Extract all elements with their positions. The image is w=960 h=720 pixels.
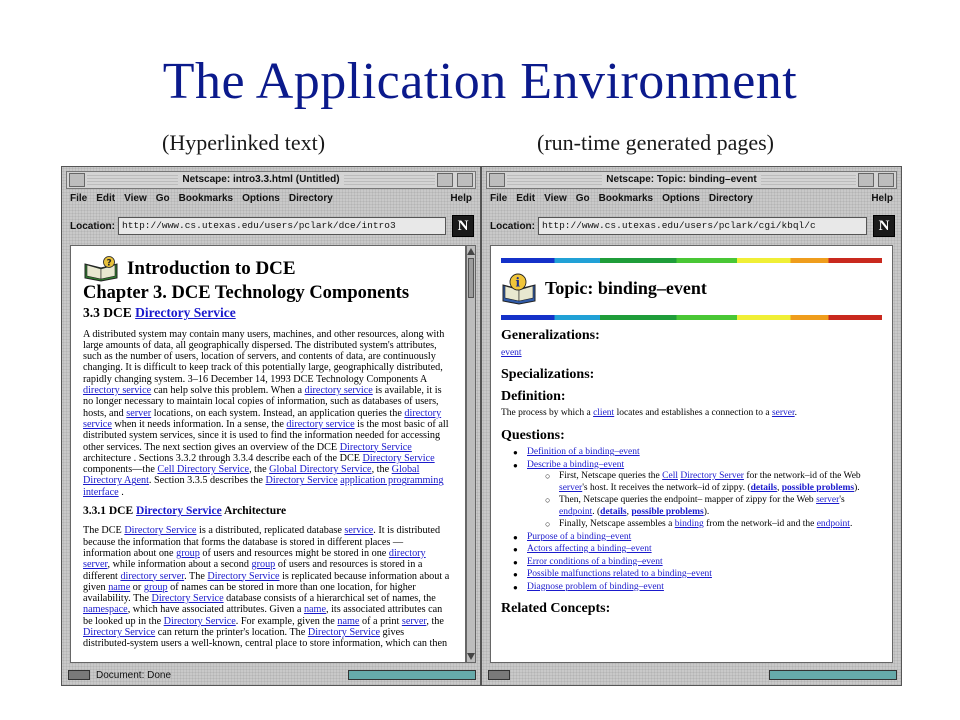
menu-go[interactable]: Go: [575, 193, 590, 204]
text-link[interactable]: endpoint: [559, 506, 593, 517]
question-link[interactable]: Definition of a binding–event: [527, 447, 640, 457]
menu-file[interactable]: File: [490, 193, 508, 204]
list-item: [513, 569, 882, 581]
menu-edit[interactable]: Edit: [96, 193, 116, 204]
directory-service-link[interactable]: Directory Service: [135, 305, 236, 321]
menu-go[interactable]: Go: [155, 193, 170, 204]
question-link[interactable]: Possible malfunctions related to a binding–event: [527, 569, 712, 579]
list-item: ○ Finally, Netscape assembles a binding from the network–id and the endpoint.: [545, 519, 882, 531]
menu-edit[interactable]: Edit: [516, 193, 536, 204]
menu-view[interactable]: View: [544, 193, 567, 204]
text-link[interactable]: Global Directory Agent: [83, 464, 420, 487]
text-link[interactable]: directory service: [304, 385, 373, 397]
section-heading: 3.3 DCE Directory Service: [83, 305, 236, 321]
question-link[interactable]: Purpose of a binding–event: [527, 531, 632, 542]
text-link[interactable]: group: [176, 547, 200, 559]
svg-text:?: ?: [106, 258, 112, 269]
topic-title: Topic: binding–event: [545, 278, 707, 299]
directory-service-link[interactable]: Directory Service: [136, 505, 222, 518]
text-link[interactable]: Directory Service: [362, 452, 435, 464]
netscape-logo-icon[interactable]: N: [452, 215, 474, 237]
info-book-icon: [501, 273, 537, 305]
question-link[interactable]: Describe a binding–event: [527, 459, 625, 470]
right-page-content: [490, 245, 893, 663]
right-window-title: Netscape: Topic: binding–event: [602, 174, 760, 185]
text-link[interactable]: Directory Service: [265, 475, 338, 487]
list-item: ○ Then, Netscape queries the endpoint– mapper of zippy for the Web server's endpoint. (details, possible problems).: [545, 495, 882, 518]
question-link[interactable]: Error conditions of a binding–event: [527, 556, 663, 567]
details-link[interactable]: details: [600, 506, 627, 517]
text-link[interactable]: group: [251, 559, 276, 571]
status-text: Document: Done: [96, 669, 172, 681]
menu-directory[interactable]: Directory: [708, 193, 753, 204]
right-browser-window: [481, 166, 902, 686]
problems-link[interactable]: possible problems: [781, 482, 855, 493]
list-item: [513, 447, 882, 459]
progress-bar: [769, 670, 897, 680]
text-link[interactable]: Directory Service: [307, 627, 380, 639]
specializations-heading: Specializations:: [501, 367, 595, 382]
caption-right: (run-time generated pages): [537, 130, 774, 155]
text-link[interactable]: binding: [674, 519, 704, 529]
chapter-heading: Chapter 3. DCE Technology Components: [83, 283, 410, 303]
text-link[interactable]: Cell Directory Service: [157, 464, 250, 476]
text-link[interactable]: Global Directory Service: [269, 464, 372, 476]
open-book-icon: [83, 256, 119, 282]
caption-left: (Hyperlinked text): [162, 130, 326, 155]
text-link[interactable]: Directory Service: [163, 615, 236, 627]
text-link[interactable]: server: [559, 482, 583, 493]
related-concepts-heading: Related Concepts:: [501, 601, 611, 616]
questions-list: [513, 447, 882, 593]
text-link[interactable]: name: [303, 604, 326, 616]
definition-heading: Definition:: [501, 388, 566, 404]
list-item: [513, 460, 882, 531]
text-link[interactable]: directory server: [83, 547, 426, 571]
location-input[interactable]: http://www.cs.utexas.edu/users/pclark/cgi/kbql/c: [538, 217, 867, 235]
menu-options[interactable]: Options: [662, 193, 700, 204]
architecture-paragraph: The DCE Directory Service is a distributed, replicated database service. It is distributed because the information that forms the database is stored in different places –– information about one group of users and resources might be stored in one directory server, while information about a second group of users and resources is stored in a different directory server. The Directory Service is replicated because information about a given name or group of names can be stored in more than one location, for higher availability. The Directory Service database consists of a hierarchical set of names, the namespace, which have associated attributes. Given a name, its associated attributes can be looked up in the Directory Service. For example, given the name of a print server, the Directory Service can return the printer's location. The Directory Service gives distributed-system users a well-known, central place to store information, which can then: [83, 525, 450, 650]
text-link[interactable]: directory server: [120, 570, 185, 582]
page-heading: Introduction to DCE: [127, 258, 296, 280]
left-browser-window: [61, 166, 481, 686]
list-item: [513, 557, 882, 569]
text-link[interactable]: server: [401, 615, 427, 627]
left-scrollbar[interactable]: [466, 245, 476, 663]
list-item: [513, 544, 882, 556]
answer-steps: [545, 471, 882, 531]
left-window-title: Netscape: intro3.3.html (Untitled): [178, 174, 343, 185]
scroll-thumb[interactable]: [468, 258, 474, 298]
window-menu-icon[interactable]: [69, 173, 85, 187]
text-link[interactable]: application programming interface: [83, 475, 444, 498]
location-label: Location:: [70, 220, 115, 232]
text-link[interactable]: directory service: [286, 418, 355, 430]
text-link[interactable]: directory service: [83, 407, 442, 430]
location-label: Location:: [490, 220, 535, 232]
text-link[interactable]: name: [337, 615, 360, 627]
security-key-icon: [68, 670, 90, 680]
security-key-icon: [488, 670, 510, 680]
maximize-icon[interactable]: [457, 173, 473, 187]
menu-file[interactable]: File: [70, 193, 88, 204]
rainbow-divider: [501, 258, 882, 263]
right-location-bar: [490, 213, 895, 239]
svg-text:i: i: [515, 275, 521, 290]
slide-title: The Application Environment: [162, 53, 798, 110]
text-link[interactable]: namespace: [83, 604, 128, 616]
window-menu-icon[interactable]: [489, 173, 505, 187]
text-link[interactable]: server: [126, 407, 152, 419]
server-link[interactable]: server: [771, 408, 795, 418]
list-item: ○ First, Netscape queries the Cell Directory Server for the network–id of the Web server's host. It receives the network–id of zippy. (details, possible problems).: [545, 471, 882, 494]
event-link[interactable]: event: [501, 347, 522, 358]
rainbow-divider: [501, 315, 882, 320]
question-link[interactable]: Actors affecting a binding–event: [527, 544, 652, 554]
menu-directory[interactable]: Directory: [288, 193, 333, 204]
text-link[interactable]: Directory Service: [151, 593, 224, 605]
client-link[interactable]: client: [593, 408, 615, 418]
text-link[interactable]: name: [108, 581, 131, 593]
progress-bar: [348, 670, 476, 680]
generalizations-heading: Generalizations:: [501, 328, 600, 343]
list-item: [513, 532, 882, 544]
text-link[interactable]: Directory Service: [339, 441, 412, 453]
text-link[interactable]: endpoint: [816, 519, 850, 529]
left-status-bar: [66, 667, 476, 683]
text-link[interactable]: server: [816, 495, 840, 505]
intro-paragraph: A distributed system may contain many users, machines, and other resources, along with large amounts of data, all geographically dispersed. The distributed system's attributes, such as the number of users, location of servers, and contents of data, are continuously changing. It is difficult to keep track of this potentially large, geographically distributed, rapidly changing system. 3–16 December 14, 1993 DCE Technology Components A directory service can help solve this problem. When a directory service is available, it is no longer necessary to maintain local copies of information, such as databases of users, hosts, and server locations, on each system. Instead, an application queries the directory service when it needs information. In a sense, the directory service is the most basic of all distributed system services, since it is used to find the information needed for accessing other services. The next section gives an overview of the DCE Directory Service architecture . Sections 3.3.2 through 3.3.4 describe each of the DCE Directory Service components—the Cell Directory Service, the Global Directory Service, the Global Directory Agent. Section 3.3.5 describes the Directory Service application programming interface .: [83, 328, 449, 498]
text-link[interactable]: service: [344, 525, 374, 537]
details-link[interactable]: details: [750, 482, 777, 493]
scroll-down-arrow-icon[interactable]: [467, 653, 475, 660]
question-link[interactable]: Diagnose problem of binding–event: [527, 581, 664, 592]
minimize-icon[interactable]: [858, 173, 874, 187]
right-status-bar: [486, 667, 897, 683]
questions-heading: Questions:: [501, 427, 565, 443]
text-link[interactable]: Directory Service: [124, 525, 197, 537]
maximize-icon[interactable]: [878, 173, 894, 187]
netscape-logo-icon[interactable]: N: [873, 215, 895, 237]
left-location-bar: [70, 213, 474, 239]
right-title-bar[interactable]: [486, 171, 897, 189]
menu-bookmarks[interactable]: Bookmarks: [178, 193, 234, 204]
list-item: [513, 582, 882, 594]
location-input[interactable]: http://www.cs.utexas.edu/users/pclark/dce/intro3: [118, 217, 446, 235]
left-menu-bar: [70, 193, 472, 209]
left-page-content: [70, 245, 466, 663]
text-link[interactable]: Cell: [662, 471, 678, 481]
left-title-bar[interactable]: [66, 171, 476, 189]
menu-view[interactable]: View: [124, 193, 147, 204]
text-link[interactable]: Directory Service: [83, 627, 156, 639]
text-link[interactable]: group: [143, 581, 168, 593]
menu-help[interactable]: Help: [450, 193, 472, 204]
menu-help[interactable]: Help: [871, 193, 893, 204]
minimize-icon[interactable]: [437, 173, 453, 187]
menu-bookmarks[interactable]: Bookmarks: [598, 193, 654, 204]
subsection-heading: 3.3.1 DCE Directory Service Architecture: [83, 505, 287, 518]
problems-link[interactable]: possible problems: [631, 506, 704, 517]
definition-text: The process by which a client locates and establishes a connection to a server.: [501, 408, 798, 418]
text-link[interactable]: directory service: [83, 385, 152, 397]
text-link[interactable]: Directory Server: [680, 471, 744, 481]
text-link[interactable]: Directory Service: [207, 570, 280, 582]
menu-options[interactable]: Options: [242, 193, 280, 204]
right-menu-bar: [490, 193, 893, 209]
scroll-up-arrow-icon[interactable]: [467, 248, 475, 255]
